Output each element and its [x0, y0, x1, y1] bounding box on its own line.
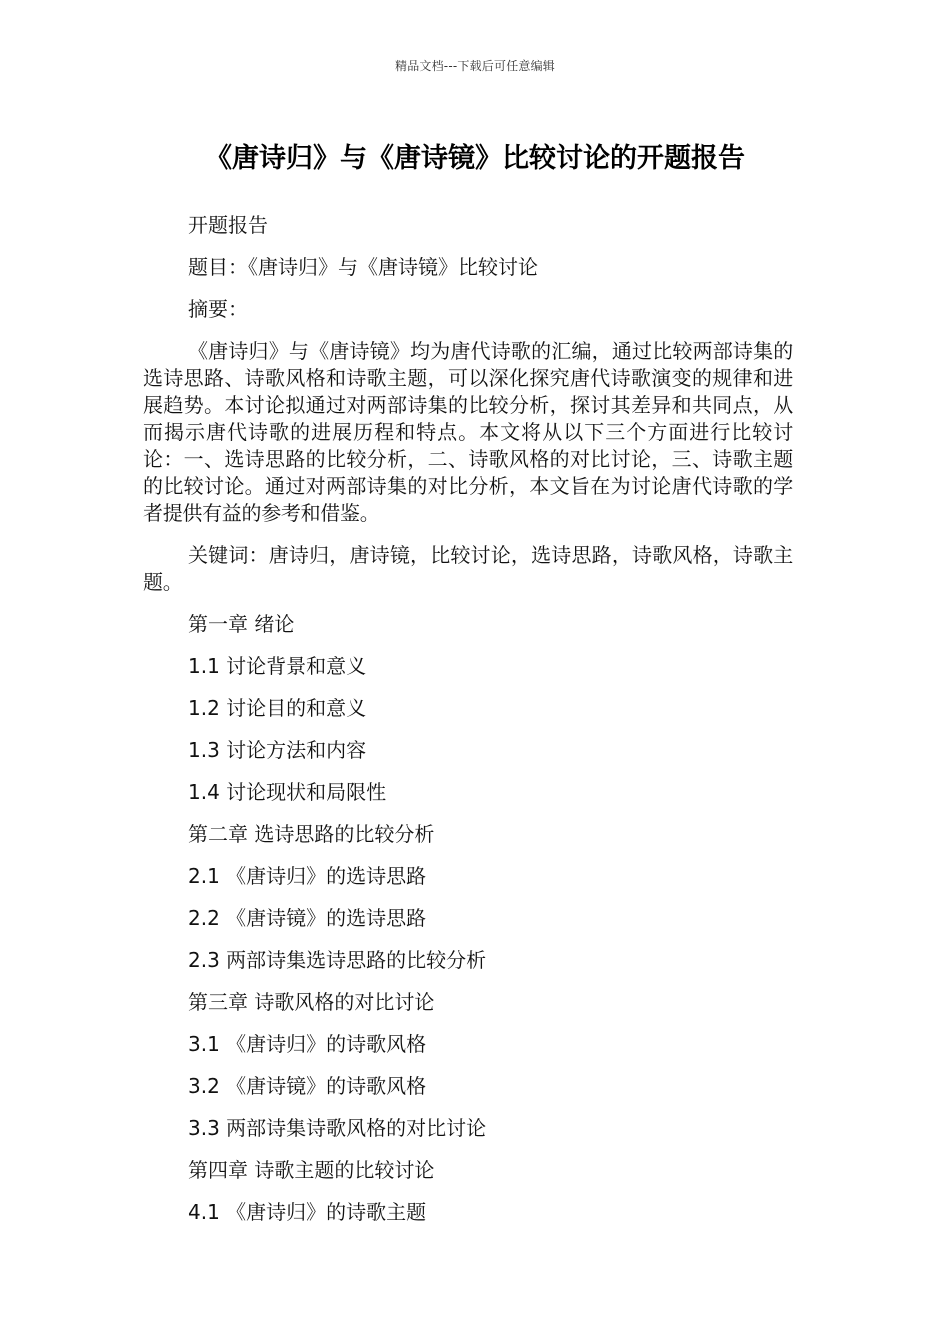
report-label: 开题报告	[188, 213, 268, 237]
abstract-paragraph: 《唐诗归》与《唐诗镜》均为唐代诗歌的汇编，通过比较两部诗集的选诗思路、诗歌风格和诗歌主题，可以深化探究唐代诗歌演变的规律和进展趋势。本讨论拟通过对两部诗集的比较分析，探讨其差异和共同点，从而揭示唐代诗歌的进展历程和特点。本文将从以下三个方面进行比较讨论：一、选诗思路的比较分析，二、诗歌风格的对比讨论，三、诗歌主题的比较讨论。通过对两部诗集的对比分析，本文旨在为讨论唐代诗歌的学者提供有益的参考和借鉴。	[143, 339, 793, 525]
outline-item: 1.1 讨论背景和意义	[188, 654, 367, 678]
document-body	[143, 212, 793, 1226]
outline-item: 1.3 讨论方法和内容	[188, 738, 367, 762]
outline-item: 第四章 诗歌主题的比较讨论	[188, 1158, 435, 1182]
outline-item: 4.1 《唐诗归》的诗歌主题	[188, 1200, 427, 1224]
document-title: 《唐诗归》与《唐诗镜》比较讨论的开题报告	[205, 143, 745, 174]
outline-item: 第一章 绪论	[188, 612, 295, 636]
outline-item: 第二章 选诗思路的比较分析	[188, 822, 435, 846]
outline-item: 1.2 讨论目的和意义	[188, 696, 367, 720]
topic-line: 题目：《唐诗归》与《唐诗镜》比较讨论	[188, 255, 538, 279]
abstract-label: 摘要：	[188, 297, 248, 321]
outline-item: 3.3 两部诗集诗歌风格的对比讨论	[188, 1116, 487, 1140]
header-note: 精品文档---下载后可任意编辑	[395, 59, 555, 73]
outline-item: 1.4 讨论现状和局限性	[188, 780, 387, 804]
outline-item: 第三章 诗歌风格的对比讨论	[188, 990, 435, 1014]
outline-item: 3.2 《唐诗镜》的诗歌风格	[188, 1074, 427, 1098]
outline-item: 2.2 《唐诗镜》的选诗思路	[188, 906, 427, 930]
keywords-line: 关键词：唐诗归，唐诗镜，比较讨论，选诗思路，诗歌风格，诗歌主题。	[143, 543, 793, 594]
outline-item: 2.3 两部诗集选诗思路的比较分析	[188, 948, 487, 972]
outline-item: 2.1 《唐诗归》的选诗思路	[188, 864, 427, 888]
outline-item: 3.1 《唐诗归》的诗歌风格	[188, 1032, 427, 1056]
